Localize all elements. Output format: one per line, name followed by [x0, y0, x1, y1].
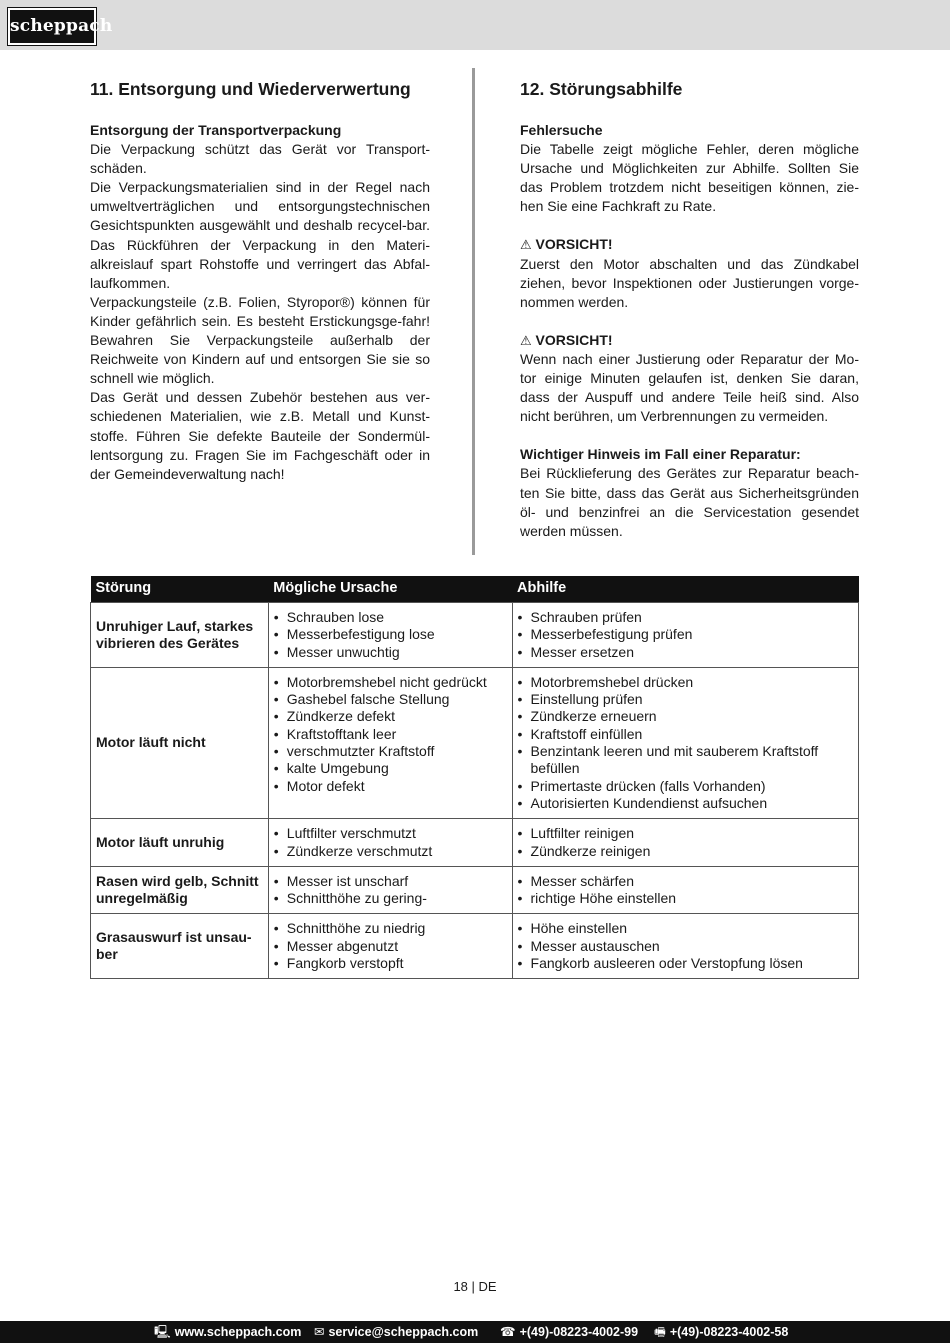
table-row: [91, 914, 859, 979]
computer-icon: 🖳: [154, 1325, 171, 1339]
table-row: [91, 819, 859, 867]
disposal-paragraph: Die Verpackungsmaterialien sind in der Regel nach umweltverträglichen und entsorgungstechnischen Gesichtspunkten ausgewählt und deshalb recycel-bar. Das Rückführen der Verpackung in den Materi-alkreislauf spart Rohstoffe und verringert das Abfal-laufkommen.: [90, 179, 430, 291]
troubleshooting-table: [90, 576, 859, 979]
warning-triangle-icon: ⚠: [520, 237, 532, 253]
remedy-cell: [512, 667, 858, 818]
troubleshooting-section: [520, 78, 859, 541]
caution-label: ⚠ VORSICHT!: [520, 236, 613, 253]
remedy-cell: [512, 914, 858, 979]
list-item: • Zündkerze verschmutzt: [274, 843, 507, 860]
list-item: • Motorbremshebel nicht gedrückt: [274, 674, 507, 691]
list-item: • Schrauben prüfen: [518, 609, 853, 626]
list-item: • Messer abgenutzt: [274, 938, 507, 955]
page-number: 18 | DE: [453, 1279, 497, 1294]
column-divider: [472, 68, 475, 555]
cause-cell: [268, 819, 512, 867]
list-item: • Zündkerze defekt: [274, 708, 507, 725]
list-item: • Zündkerze reinigen: [518, 843, 853, 860]
table-header-row: [91, 576, 859, 603]
footer-website[interactable]: 🖳 www.scheppach.com: [154, 1325, 302, 1339]
list-item: • Einstellung prüfen: [518, 691, 853, 708]
list-item: • Messer ersetzen: [518, 644, 853, 661]
list-item: • Messer austauschen: [518, 938, 853, 955]
list-item: • richtige Höhe einstellen: [518, 890, 853, 907]
list-item: • Höhe einstellen: [518, 920, 853, 937]
disposal-paragraph: Die Verpackung schützt das Gerät vor Transport-schäden.: [90, 141, 430, 177]
disposal-paragraph: Verpackungsteile (z.B. Folien, Styropor®) können für Kinder gefährlich sein. Es besteht Erstickungsge-fahr! Bewahren Sie Verpackungsteile außerhalb der Reichweite von Kindern auf und entsorgen Sie sie so schnell wie möglich.: [90, 293, 430, 387]
caution-text: Wenn nach einer Justierung oder Reparatur der Mo-tor einige Minuten gelaufen ist, denken Sie daran, dass der Auspuff und andere Teile heiß sind. Also nicht berühren, um Verbrennungen zu vermeiden.: [520, 350, 859, 425]
disposal-heading: 11. Entsorgung und Wiederverwertung: [90, 79, 411, 99]
table-row: [91, 667, 859, 818]
list-item: • Messer unwuchtig: [274, 644, 507, 661]
cause-cell: [268, 603, 512, 668]
table-row: [91, 866, 859, 914]
list-item: • Motorbremshebel drücken: [518, 674, 853, 691]
list-item: • verschmutzter Kraftstoff: [274, 743, 507, 760]
cause-cell: [268, 667, 512, 818]
remedy-cell: [512, 866, 858, 914]
list-item: • kalte Umgebung: [274, 760, 507, 777]
cause-cell: [268, 914, 512, 979]
footer-email[interactable]: ✉ service@scheppach.com: [314, 1325, 479, 1339]
fault-finding-subheading: Fehlersuche: [520, 122, 603, 138]
telephone-icon: ☎: [500, 1325, 516, 1339]
top-bar: [0, 0, 950, 50]
caution-text: Zuerst den Motor abschalten und das Zündkabel ziehen, bevor Inspektionen oder Justierungen vorge-nommen werden.: [520, 255, 859, 310]
list-item: • Motor defekt: [274, 778, 507, 795]
fault-cell: Motor läuft unruhig: [91, 819, 269, 867]
list-item: • Luftfilter reinigen: [518, 825, 853, 842]
list-item: • Messer ist unscharf: [274, 873, 507, 890]
remedy-cell: [512, 819, 858, 867]
disposal-paragraph: Das Gerät und dessen Zubehör bestehen aus ver-schiedenen Materialien, wie z.B. Metall und Kunst-stoffe. Führen Sie defekte Bauteile der Sondermül-lentsorgung zu. Fragen Sie im Fachgeschäft oder in der Gemeindeverwaltung nach!: [90, 389, 430, 482]
list-item: • Fangkorb verstopft: [274, 955, 507, 972]
list-item: • Kraftstofftank leer: [274, 726, 507, 743]
list-item: • Schnitthöhe zu niedrig: [274, 920, 507, 937]
troubleshooting-heading: 12. Störungsabhilfe: [520, 79, 683, 99]
column-header-remedy: Abhilfe: [512, 576, 858, 603]
list-item: • Kraftstoff einfüllen: [518, 726, 853, 743]
disposal-section: [90, 78, 430, 484]
footer-fax: 🖷 +(49)-08223-4002-58: [654, 1325, 789, 1339]
envelope-icon: ✉: [314, 1325, 325, 1339]
fault-cell: Unruhiger Lauf, starkes vibrieren des Gerätes: [91, 603, 269, 668]
table-row: [91, 603, 859, 668]
transport-packaging-subheading: Entsorgung der Transportverpackung: [90, 122, 342, 138]
caution-label: ⚠ VORSICHT!: [520, 331, 613, 348]
list-item: • Autorisierten Kundendienst aufsuchen: [518, 795, 853, 812]
fault-cell: Grasauswurf ist unsau-ber: [91, 914, 269, 979]
column-header-fault: Störung: [91, 576, 269, 603]
contact-footer: [0, 1321, 950, 1343]
list-item: • Zündkerze erneuern: [518, 708, 853, 725]
repair-note-text: Bei Rücklieferung des Gerätes zur Reparatur beach-ten Sie bitte, dass das Gerät aus Sicherheitsgründen öl- und benzinfrei an die Servicestation gesendet werden müssen.: [520, 465, 859, 539]
list-item: • Primertaste drücken (falls Vorhanden): [518, 778, 853, 795]
list-item: • Messer schärfen: [518, 873, 853, 890]
fax-icon: 🖷: [654, 1325, 666, 1339]
list-item: • Gashebel falsche Stellung: [274, 691, 507, 708]
scheppach-logo: scheppach: [8, 8, 96, 45]
repair-note-heading: Wichtiger Hinweis im Fall einer Reparatur:: [520, 446, 801, 463]
warning-triangle-icon: ⚠: [520, 332, 532, 348]
list-item: • Schnitthöhe zu gering-: [274, 890, 507, 907]
list-item: • Benzintank leeren und mit sauberem Kraftstoff befüllen: [518, 743, 853, 778]
troubleshooting-intro: Die Tabelle zeigt mögliche Fehler, deren mögliche Ursache und Möglichkeiten zur Abhilfe. Sollten Sie das Problem trotzdem nicht beseitigen können, zie-hen Sie eine Fachkraft zu Rate.: [520, 141, 859, 215]
column-header-cause: Mögliche Ursache: [268, 576, 512, 603]
list-item: • Messerbefestigung prüfen: [518, 626, 853, 643]
fault-cell: Motor läuft nicht: [91, 667, 269, 818]
list-item: • Schrauben lose: [274, 609, 507, 626]
fault-cell: Rasen wird gelb, Schnitt unregelmäßig: [91, 866, 269, 914]
remedy-cell: [512, 603, 858, 668]
footer-phone: ☎ +(49)-08223-4002-99: [500, 1325, 639, 1339]
list-item: • Fangkorb ausleeren oder Verstopfung lösen: [518, 955, 853, 972]
list-item: • Luftfilter verschmutzt: [274, 825, 507, 842]
cause-cell: [268, 866, 512, 914]
list-item: • Messerbefestigung lose: [274, 626, 507, 643]
